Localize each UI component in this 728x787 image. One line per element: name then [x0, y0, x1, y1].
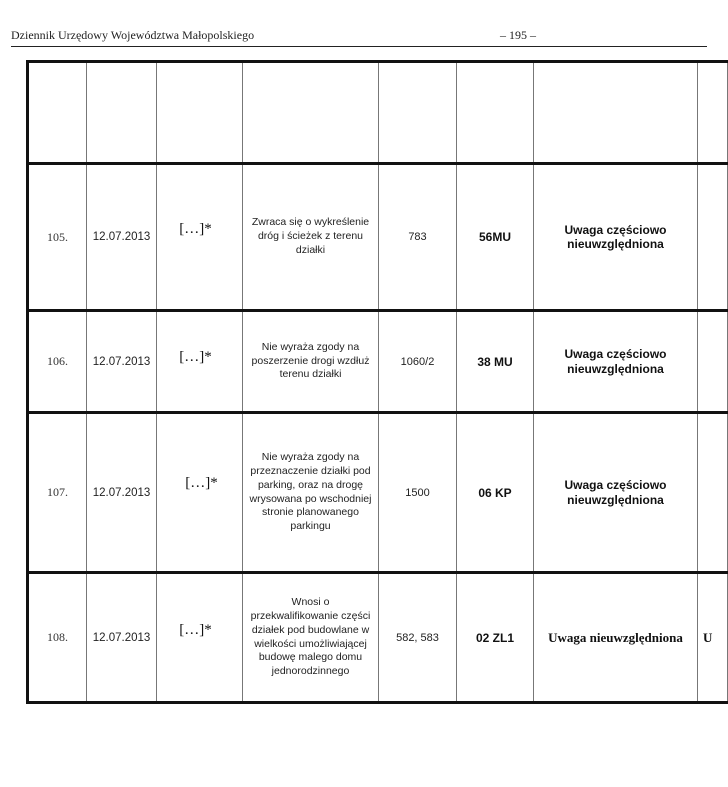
document-header-title: Dziennik Urzędowy Województwa Małopolskiego	[11, 28, 255, 42]
table-header-row	[28, 62, 728, 164]
header-rule	[11, 46, 707, 47]
truncated-cell	[698, 311, 728, 413]
table-row	[28, 311, 728, 413]
header-cell	[534, 62, 698, 164]
zone-designation: 56MU	[457, 164, 534, 311]
submission-date: 12.07.2013	[87, 413, 157, 573]
row-number: 105.	[28, 164, 87, 311]
applicant-cell	[157, 164, 243, 311]
zone-designation: 02 ZL1	[457, 573, 534, 703]
truncated-cell	[698, 413, 728, 573]
header-cell	[457, 62, 534, 164]
header-cell	[87, 62, 157, 164]
table-row	[28, 573, 728, 703]
header-cell	[698, 62, 728, 164]
applicant-cell	[157, 311, 243, 413]
table-row	[28, 164, 728, 311]
row-number: 106.	[28, 311, 87, 413]
resolution: Uwaga nieuwzględniona	[534, 573, 698, 703]
redacted-applicant: […]*	[179, 221, 212, 237]
plot-number: 1500	[379, 413, 457, 573]
header-cell	[243, 62, 379, 164]
zone-designation: 38 MU	[457, 311, 534, 413]
submission-date: 12.07.2013	[87, 164, 157, 311]
comment-content: Nie wyraża zgody na przeznaczenie działki pod parking, oraz na drogę wrysowana po wschodniej stronie planowanego parkingu	[243, 413, 379, 573]
header-cell	[28, 62, 87, 164]
row-number: 107.	[28, 413, 87, 573]
header-cell	[379, 62, 457, 164]
plot-number: 582, 583	[379, 573, 457, 703]
comments-table	[26, 60, 728, 704]
truncated-cell	[698, 164, 728, 311]
comment-content: Wnosi o przekwalifikowanie części działek pod budowlane w wielkości umożliwiającej budowę malego domu jednorodzinnego	[243, 573, 379, 703]
plot-number: 1060/2	[379, 311, 457, 413]
zone-designation: 06 KP	[457, 413, 534, 573]
page-number: – 195 –	[500, 28, 536, 42]
table-row	[28, 413, 728, 573]
resolution: Uwaga częściowo nieuwzględniona	[534, 164, 698, 311]
submission-date: 12.07.2013	[87, 573, 157, 703]
truncated-cell: U	[698, 573, 728, 703]
header-cell	[157, 62, 243, 164]
resolution: Uwaga częściowo nieuwzględniona	[534, 311, 698, 413]
resolution: Uwaga częściowo nieuwzględniona	[534, 413, 698, 573]
comment-content: Zwraca się o wykreślenie dróg i ścieżek z terenu działki	[243, 164, 379, 311]
row-number: 108.	[28, 573, 87, 703]
applicant-cell	[157, 573, 243, 703]
applicant-cell	[157, 413, 243, 573]
plot-number: 783	[379, 164, 457, 311]
redacted-applicant: […]*	[179, 621, 212, 638]
redacted-applicant: […]*	[185, 474, 218, 491]
comment-content: Nie wyraża zgody na poszerzenie drogi wzdłuż terenu działki	[243, 311, 379, 413]
redacted-applicant: […]*	[179, 348, 212, 365]
submission-date: 12.07.2013	[87, 311, 157, 413]
